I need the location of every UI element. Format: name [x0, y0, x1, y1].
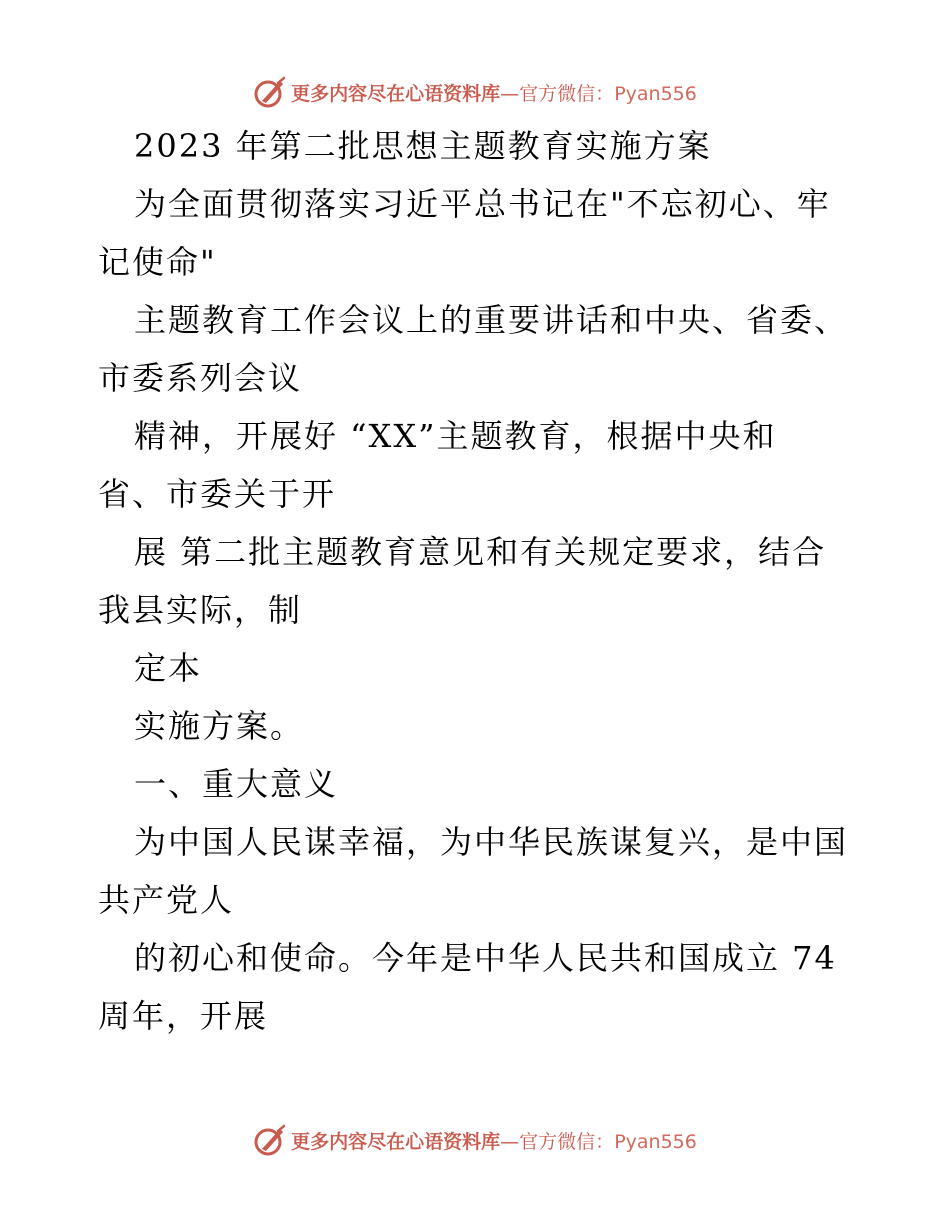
paragraph-line: 主题教育工作会议上的重要讲话和中央、省委、 [134, 301, 849, 339]
watermark-text: 更多内容尽在心语资料库—官方微信：Pyan556 [291, 82, 697, 105]
paragraph-line: 实施方案。 [134, 707, 305, 745]
paragraph-line: 的初心和使命。今年是中华人民共和国成立 74 [134, 939, 837, 977]
paragraph-line: 周年，开展 [98, 997, 269, 1035]
paragraph-line: 记使命" [98, 243, 217, 281]
paragraph-line: 我县实际，制 [98, 591, 303, 629]
paragraph-line: 展 第二批主题教育意见和有关规定要求，结合 [134, 533, 827, 571]
paragraph-line: 省、市委关于开 [98, 475, 337, 513]
quill-logo-icon [253, 1123, 287, 1157]
paragraph-line: 精神，开展好 “XX”主题教育，根据中央和 [134, 417, 777, 455]
header-watermark [0, 72, 950, 112]
paragraph-line: 为中国人民谋幸福，为中华民族谋复兴，是中国 [134, 823, 849, 861]
document-title: 2023 年第二批思想主题教育实施方案 [134, 127, 712, 165]
section-heading: 一、重大意义 [134, 765, 339, 803]
footer-watermark [0, 1120, 950, 1160]
paragraph-line: 共产党人 [98, 881, 235, 919]
paragraph-line: 定本 [134, 649, 203, 687]
quill-logo-icon [253, 75, 287, 109]
watermark-text: 更多内容尽在心语资料库—官方微信：Pyan556 [291, 1130, 697, 1153]
paragraph-line: 为全面贯彻落实习近平总书记在"不忘初心、牢 [134, 185, 831, 223]
paragraph-line: 市委系列会议 [98, 359, 303, 397]
